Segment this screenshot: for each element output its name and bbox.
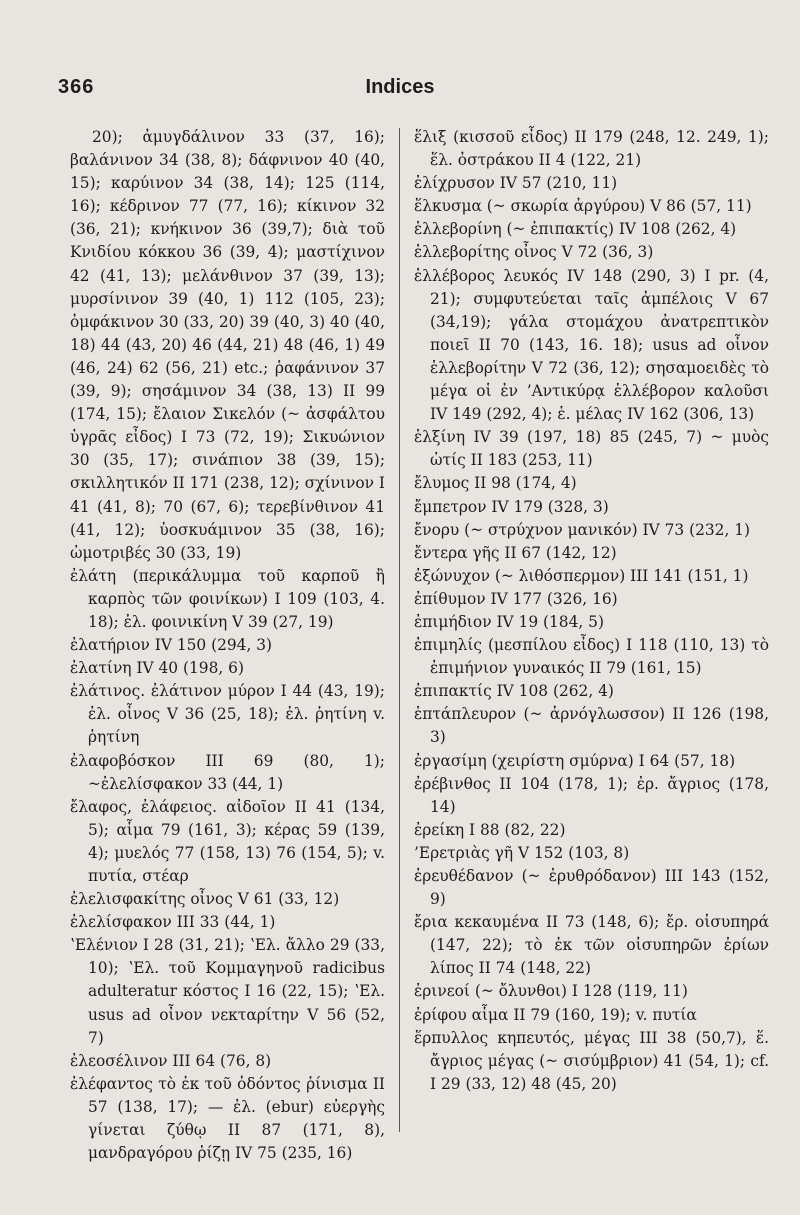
index-entry: ’Ερετριὰς γῆ V 152 (103, 8) xyxy=(414,843,630,862)
index-entry: ἐρίφου αἷμα II 79 (160, 19); v. πυτία xyxy=(414,1005,697,1024)
index-entry: ἑλξίνη IV 39 (197, 18) 85 (245, 7) ~ μυὸς ὠτίς II 183 (253, 11) xyxy=(414,428,769,470)
index-entry: ἑπτάπλευρον (~ ἀρνόγλωσσον) II 126 (198, 3) xyxy=(414,705,769,747)
index-entry: ἐλατήριον IV 150 (294, 3) xyxy=(70,636,273,655)
index-entry: ἐλεοσέλινον III 64 (76, 8) xyxy=(70,1051,272,1070)
index-entry: ἐλέφαντος τὸ ἐκ τοῦ ὀδόντος ῥίνισμα II 57 (138, 17); — ἐλ. (ebur) εὐεργὴς γίνεται ζύθῳ II 87 (171, 8), μανδραγόρου ῥίζῃ IV 75 (235, 16) xyxy=(70,1074,385,1163)
index-entry: ἔρια κεκαυμένα II 73 (148, 6); ἔρ. οἰσυπηρά (147, 22); τὸ ἐκ τῶν οἰσυπηρῶν ἐρίων λίπος II 74 (148, 22) xyxy=(414,913,769,978)
index-entry: ἕρπυλλος κηπευτός, μέγας III 38 (50,7), ἕ. ἄγριος μέγας (~ σισύμβριον) 41 (54, 1); cf. I 29 (33, 12) 48 (45, 20) xyxy=(414,1028,769,1093)
page-number: 366 xyxy=(58,76,95,98)
index-entry: ἐρείκη I 88 (82, 22) xyxy=(414,820,566,839)
index-entry: ἐλάτινος. ἐλάτινον μύρον I 44 (43, 19); ἐλ. οἶνος V 36 (25, 18); ἐλ. ῥητίνη v. ῥητίνη xyxy=(70,682,385,747)
index-entry: ἐλαφοβόσκον III 69 (80, 1); ~ἐλελίσφακον 33 (44, 1) xyxy=(70,751,385,793)
index-entry: ἐρευθέδανον (~ ἐρυθρόδανον) III 143 (152, 9) xyxy=(414,867,769,909)
index-entry: ἐξώνυχον (~ λιθόσπερμον) III 141 (151, 1) xyxy=(414,566,749,585)
index-entry: ἔλυμος II 98 (174, 4) xyxy=(414,474,577,493)
index-entry: ἔμπετρον IV 179 (328, 3) xyxy=(414,497,609,516)
index-entry: ἕλιξ (κισσοῦ εἶδος) II 179 (248, 12. 249, 1); ἕλ. ὀστράκου II 4 (122, 21) xyxy=(414,128,769,170)
index-entry: ἐλατίνη IV 40 (198, 6) xyxy=(70,659,244,678)
left-column xyxy=(70,126,385,1165)
index-entry: ἑλλέβορος λευκός IV 148 (290, 3) I pr. (4, 21); συμφυτεύεται ταῖς ἀμπέλοις V 67 (34,19); γάλα στομάχου ἀνατρεπτικὸν ποιεῖ II 70 (143, 16. 18); usus ad οἶνον ἑλλεβορίτην V 72 (36, 12); σησαμοειδὲς τὸ μέγα οἱ ἐν ’Αντικύρᾳ ἑλλέβορον καλοῦσι IV 149 (292, 4); ἑ. μέλας IV 162 (306, 13) xyxy=(414,266,769,424)
index-entry: ʽΕλένιον I 28 (31, 21); ʽΕλ. ἄλλο 29 (33, 10); ʽΕλ. τοῦ Κομμαγηνοῦ radicibus adulteratur κόστος I 16 (22, 15); ʽΕλ. usus ad οἶνον νεκταρίτην V 56 (52, 7) xyxy=(70,936,385,1047)
index-entry: ἑλλεβορίνη (~ ἐπιπακτίς) IV 108 (262, 4) xyxy=(414,220,737,239)
index-entry: ἕλκυσμα (~ σκωρία ἀργύρου) V 86 (57, 11) xyxy=(414,197,752,216)
index-entry: ἐλελίσφακον III 33 (44, 1) xyxy=(70,913,276,932)
index-entry: ἐλάτη (περικάλυμμα τοῦ καρποῦ ἢ καρπὸς τῶν φοινίκων) I 109 (103, 4. 18); ἐλ. φοινικίνη V 39 (27, 19) xyxy=(70,566,385,631)
index-entry: ἔντερα γῆς II 67 (142, 12) xyxy=(414,543,617,562)
index-entry: ἑλίχρυσον IV 57 (210, 11) xyxy=(414,174,618,193)
index-entry: ἔλαφος, ἐλάφειος. αἰδοῖον II 41 (134, 5); αἷμα 79 (161, 3); κέρας 59 (139, 4); μυελός 77 (158, 13) 76 (154, 5); v. πυτία, στέαρ xyxy=(70,797,385,885)
index-entry: ἐρινεοί (~ ὄλυνθοι) I 128 (119, 11) xyxy=(414,982,688,1001)
index-entry: ἐπιμηλίς (μεσπίλου εἶδος) I 118 (110, 13) τὸ ἐπιμήνιον γυναικός II 79 (161, 15) xyxy=(414,636,769,678)
index-entry: ἔνορυ (~ στρύχνον μανικόν) IV 73 (232, 1) xyxy=(414,520,751,539)
index-entry: ἐρέβινθος II 104 (178, 1); ἐρ. ἄγριος (178, 14) xyxy=(414,774,769,816)
index-entry: ἐπιμήδιον IV 19 (184, 5) xyxy=(414,612,604,631)
column-divider xyxy=(399,128,400,1132)
index-entry: ἑλλεβορίτης οἶνος V 72 (36, 3) xyxy=(414,243,654,262)
right-column xyxy=(414,126,769,1096)
index-entry: ἐπιπακτίς IV 108 (262, 4) xyxy=(414,682,614,701)
index-entry: 20); ἀμυγδάλινον 33 (37, 16); βαλάνινον 34 (38, 8); δάφνινον 40 (40, 15); καρύινον 34 (38, 14); 125 (114, 16); κέδρινον 77 (77, 16); κίκινον 32 (36, 21); κνήκινον 36 (39,7); διὰ τοῦ Κνιδίου κόκκου 36 (39, 4); μαστίχινον 42 (41, 13); μελάνθινον 37 (39, 13); μυρσίνινον 39 (40, 1) 112 (105, 23); ὀμφάκινον 30 (33, 20) 39 (40, 3) 40 (40, 18) 44 (43, 20) 46 (44, 21) 48 (46, 1) 49 (46, 24) 62 (56, 21) etc.; ῥαφάνινον 37 (39, 9); σησάμινον 34 (38, 13) II 99 (174, 15); ἔλαιον Σικελόν (~ ἀσφάλτου ὑγρᾶς εἶδος) I 73 (72, 19); Σικυώνιον 30 (35, 17); σινάπιον 38 (39, 15); σκιλλητικόν II 171 (238, 12); σχίνινον I 41 (41, 8); 70 (67, 6); τερεβίνθινον 41 (41, 12); ὑοσκυάμινον 35 (38, 16); ὠμοτριβές 30 (33, 19) xyxy=(70,128,385,562)
index-entry: ἐλελισφακίτης οἶνος V 61 (33, 12) xyxy=(70,890,340,909)
running-title: Indices xyxy=(365,76,435,98)
index-entry: ἐργασίμη (χειρίστη σμύρνα) I 64 (57, 18) xyxy=(414,751,736,770)
index-entry: ἐπίθυμον IV 177 (326, 16) xyxy=(414,589,618,608)
